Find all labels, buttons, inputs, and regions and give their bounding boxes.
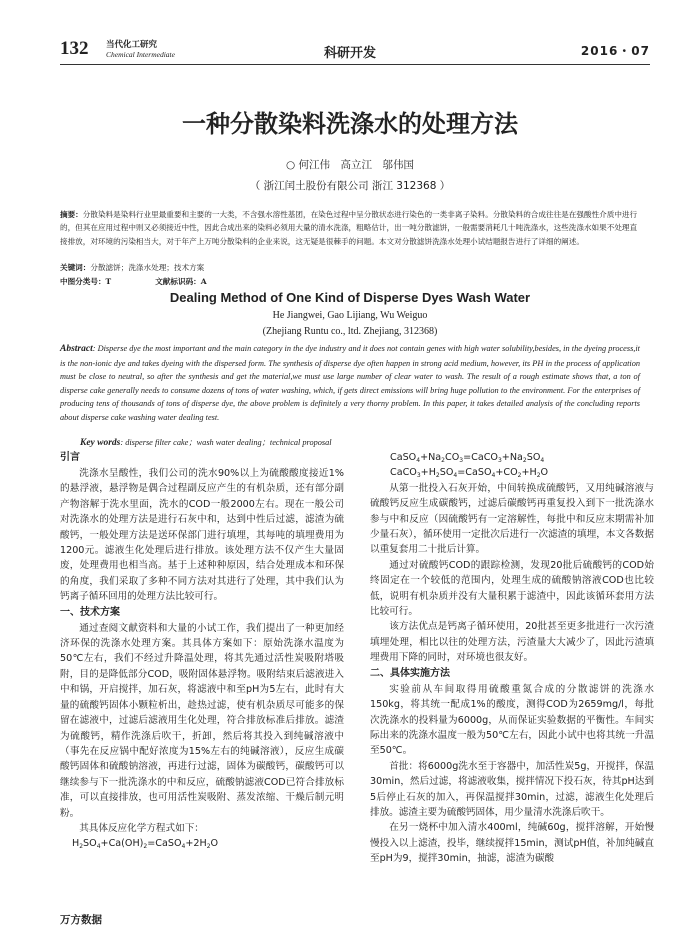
doc-code: 文献标识码：A [155,277,207,286]
issue-number: 2016・07 [580,44,650,58]
reaction-intro: 其具体反应化学方程式如下： [79,822,204,834]
keywords-cn-label: 关键词： [60,263,91,272]
page-number: 132 [60,38,89,59]
abstract-cn-label: 摘要： [60,210,83,219]
impl-heading: 二、具体实施方法 [370,667,450,679]
cod-paragraph: 通过对硫酸钙COD的跟踪检测，发现20批后硫酸钙的COD始终固定在一个较低的范围内，处理生成的硫酸钠溶液COD也比较低，说明有机杂质并没有大量积累于滤渣中，因此该循环套用方法比较可行。 [370,559,654,618]
classification [60,276,640,287]
intro-heading: 引言 [60,452,80,463]
journal-name-cn: 当代化工研究 [106,40,158,50]
left-column [60,450,344,852]
keywords-cn [60,262,640,273]
section-title: 科研开发 [323,46,376,61]
english-keywords-label: Key words [80,438,121,448]
english-title: Dealing Method of One Kind of Disperse Dyes Wash Water [169,290,531,305]
sample-paragraph: 实验前从车间取得用硫酸重氮合成的分散滤饼的洗涤水150kg，将其统一配成1%的酸度，测得COD为2659mg/l，每批次洗涤水的投料量为6000g，从而保证实验数据的平衡性。车间实际出来的洗涤水温度一般为50℃左右，因此小试中也将其统一升温至50℃。 [370,683,654,757]
english-abstract-label: Abstract [60,344,93,354]
authors: ○ 何江伟 高立江 邬伟国 [286,159,414,171]
english-abstract-text: : Disperse dye the most important and the main category in the dye industry and it does not contain genes with high water solubility,besides, in the dyeing process,it is the non-ionic dye and takes dyeing with the dispersed form. The synthesis of disperse dye often happen in strong acid medium, however, its PH in the process of application must be close to neutral, so after the synthesis and get the material,we must use large number of clear water to wash. The result of a rough estimate shows that, a ton of disperse cake generally needs to consume dozens of tons of water washing, which, if gets direct emissions will bring huge pollution to the environment. For the enterprises of producing tens of thousands of tons of disperse dye, the above problem is definitely a very thorny problem. In this paper, it takes detailed analysis of the concluding reports about disperse cake washing water dealing test. [60,344,640,422]
equation-2: $CaSO_4+Na_2CO_3=CaCO_3+Na_2SO_4$ [390,452,545,464]
english-keywords-text: : disperse filter cake；wash water dealing；technical proposal [120,438,332,447]
tech-paragraph: 通过查阅文献资料和大量的小试工作，我们提出了一种更加经济环保的洗涤水处理方案。其具体方案如下：原始洗涤水温度为50℃左右，我们不经过升降温处理，将其先通过活性炭吸附塔吸附，目的是降低部分COD，吸附固体悬浮物。吸附结束后滤液进入中和锅，开启搅拌，加石灰，将滤液中和至pH为5左右，此时有大量的硫酸钙固体小颗粒析出，趁热过滤，使有机杂质尽可能多的保留在滤液中，过滤后滤液用生化处理，符合排放标准后排放。滤渣为硫酸钙，精作洗涤后吹干，折卸，然后将其投入到纯碱溶液中（事先在反应锅中配好浓度为15%左右的纯碱溶液），反应生成碳酸钙固体和硫酸钠溶液，再进行过滤，固体为碳酸钙，碳酸钙可以继续参与下一批洗涤水的中和反应，硫酸钠滤液COD已符合排放标准，可以直接排放，也可用活性炭吸附、蒸发浓缩、干燥后制元明粉。 [60,622,344,819]
paper-title: 一种分散染料洗涤水的处理方法 [182,110,518,138]
tech-heading: 一、技术方案 [60,606,120,618]
page-header [20,38,680,64]
intro-paragraph: 洗涤水呈酸性，我们公司的洗水90%以上为硫酸酸度接近1%的悬浮液，悬浮物是偶合过程副反应产生的有机杂质，还有部分副产物溶解于洗水里面，洗水的COD一般2000左右。现在一般公司对洗涤水的处理方法是进行石灰中和，达到中性后过滤，滤渣为硫酸钙，一般处理方法是送环保部门进行填埋，其每吨的填埋费用为1200元。滤液生化处理后进行排放。该处理方法不仅产生大量固废，处理费用也相当高。基于上述种种原因，结合处理成本和环保的角度，我们采取了多种不同方法对其进行了处理，其中我们认为钙离子循环回用的处理方法比较可行。 [60,468,344,603]
header-rule [60,64,650,65]
keywords-cn-text: 分散滤饼；洗涤水处理；技术方案 [90,263,205,272]
advantage-paragraph: 该方法优点是钙离子循环使用，20批甚至更多批进行一次污渣填埋处理，相比以往的处理方法，污渣量大大减少了，因此污渣填埋费用下降的同时，对环境也很友好。 [370,621,654,664]
affiliation: （ 浙江闰土股份有限公司 浙江 312368 ） [249,180,451,192]
first-batch-paragraph: 首批：将6000g洗水至于容器中，加活性炭5g，开搅拌，保温30min，然后过滤，将滤液收集，搅拌情况下投石灰，待其pH达到5后停止石灰的加入，再保温搅拌30min，过滤，滤液生化处理后排放。滤渣主要为硫酸钙固体，用少量清水洗涤后吹干。 [370,760,654,818]
equation-3: $CaCO_3+H_2SO_4=CaSO_4+CO_2+H_2O$ [390,467,549,480]
equation-1: $H_2SO_4+Ca(OH)_2=CaSO_4+2H_2O$ [72,838,219,851]
clc-code: 中图分类号：T [60,277,112,286]
english-abstract [60,342,640,425]
footer-watermark: 万方数据 [60,914,102,926]
cycle-paragraph: 从第一批投入石灰开始，中间转换成硫酸钙，又用纯碱溶液与硫酸钙反应生成碳酸钙，过滤后碳酸钙再重复投入到下一批洗涤水参与中和反应（因硫酸钙有一定溶解性，每批中和反应末期需补加少量石灰），循环使用一定批次后进行一次滤渣的填埋，本文各数据以重复套用二十批后计算。 [370,482,654,556]
english-authors: He Jiangwei, Gao Lijiang, Wu Weiguo [272,310,428,321]
abstract-cn [60,208,640,248]
right-column [370,450,654,867]
second-step-paragraph: 在另一烧杯中加入清水400ml，纯碱60g，搅拌溶解，开始慢慢投入以上滤渣，投毕，继续搅拌15min，测试pH值，补加纯碱直至pH为9，搅拌30min，抽滤，滤渣为碳酸 [370,822,654,865]
english-keywords [80,436,640,448]
english-affiliation: (Zhejiang Runtu co., ltd. Zhejiang, 312368) [262,326,438,337]
abstract-cn-text: 分散染料是染料行业里最重要和主要的一大类，不含强水溶性基团，在染色过程中呈分散状态进行染色的一类非离子染料。分散染料的合成往往是在强酸性介质中进行的，但其在应用过程中则又必须接近中性，因此合成出来的染料必须用大量的清水洗涤，粗略估计，出一吨分散滤饼，一般需要消耗几十吨洗涤水，这些洗涤水如果不处理直接排放，对环境的污染相当大，对于年产上万吨分散染料的企业来说，这无疑是很棘手的问题。本文对分散滤饼洗涤水处理小试结题报告进行了详细的阐述。 [60,210,638,246]
journal-name-en: Chemical Intermediate [106,50,175,59]
